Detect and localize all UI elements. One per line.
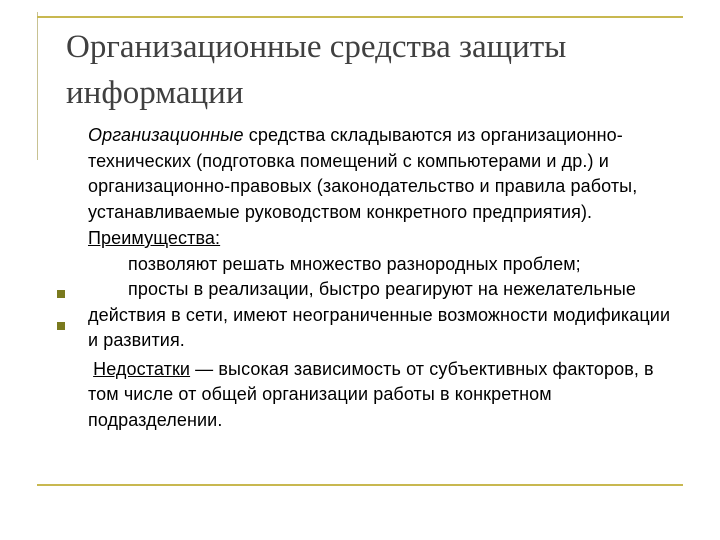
disadvantages-label: Недостатки [93, 358, 191, 379]
advantage-text-1: позволяют решать множество разнородных проблем; [128, 253, 581, 274]
bottom-decorative-rule [37, 484, 683, 486]
title-line-1: Организационные средства защиты [66, 29, 567, 65]
intro-paragraph [88, 123, 678, 225]
advantage-item-1 [88, 252, 678, 278]
left-decorative-rule [37, 12, 38, 160]
disadvantages-text: — высокая зависимость от субъективных факторов, в том числе от общей организации работы в конкретном подразделении. [88, 358, 654, 430]
bullet-square-icon [57, 322, 65, 330]
intro-rest: средства складываются из организационно-технических (подготовка помещений с компьютерами и др.) и организационно-правовых (законодательство и правила работы, устанавливаемые руководством конкретного предприятия). [88, 125, 638, 222]
slide-body [88, 123, 678, 433]
bullet-square-icon [57, 290, 65, 298]
advantage-text-2: просты в реализации, быстро реагируют на нежелательные действия в сети, имеют неограниченные возможности модификации и развития. [88, 279, 671, 350]
slide-title [66, 24, 686, 116]
advantages-heading [88, 226, 678, 252]
intro-lead: Организационные [88, 125, 244, 145]
advantage-item-2 [88, 277, 678, 354]
disadvantages-paragraph [88, 357, 678, 434]
title-line-2: информации [66, 75, 244, 111]
advantages-label: Преимущества: [88, 228, 221, 248]
top-decorative-rule [37, 16, 683, 18]
